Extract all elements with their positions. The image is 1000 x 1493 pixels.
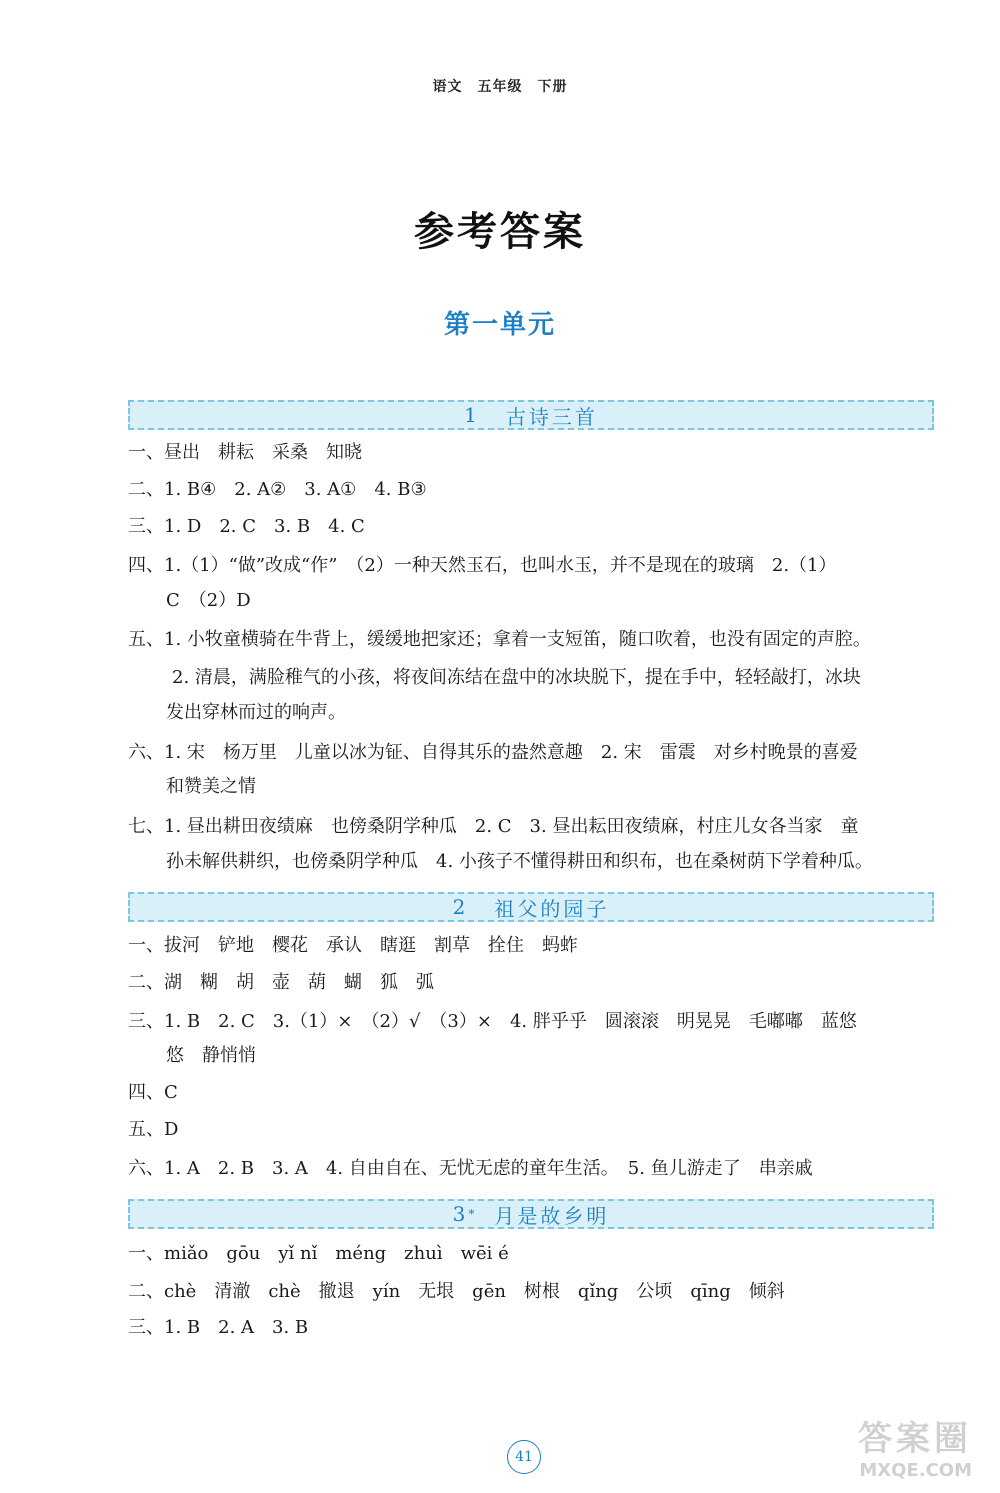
answer-line: 三、1. D 2. C 3. B 4. C [128,516,365,537]
page-title: 参考答案 [414,209,586,255]
answer-line: 和赞美之情 [166,776,256,797]
answer-line: 一、拔河 铲地 樱花 承认 瞎逛 割草 拴住 蚂蚱 [128,935,578,956]
answer-line: 五、D [128,1119,179,1140]
answer-line: 二、chè 清澈 chè 撤退 yín 无垠 gēn 树根 qǐng 公顷 qīng 倾斜 [128,1281,785,1302]
answer-line: 发出穿林而过的响声。 [166,702,346,723]
answer-line: 六、1. A 2. B 3. A 4. 自由自在、无忧无虑的童年生活。 5. 鱼儿游走了 串亲戚 [128,1158,813,1179]
watermark-text: 答案圈 [858,1419,972,1459]
answer-line: 三、1. B 2. C 3.（1）× （2）√ （3）× 4. 胖乎乎 圆滚滚 明晃晃 毛嘟嘟 蓝悠 [128,1011,857,1032]
answer-line: 七、1. 昼出耕田夜绩麻 也傍桑阴学种瓜 2. C 3. 昼出耘田夜绩麻，村庄儿女各当家 童 [128,816,859,837]
answer-line: 孙未解供耕织，也傍桑阴学种瓜 4. 小孩子不懂得耕田和织布，也在桑树荫下学着种瓜。 [166,851,873,872]
answer-line: 四、1.（1）“做”改成“作” （2）一种天然玉石，也叫水玉，并不是现在的玻璃 2.（1） [128,555,837,576]
section-number: 1 [464,403,480,427]
section-marker: * [468,1207,475,1221]
answer-line: 2. 清晨，满脸稚气的小孩，将夜间冻结在盘中的冰块脱下，提在手中，轻轻敲打，冰块 [172,667,861,688]
answer-line: 三、1. B 2. A 3. B [128,1317,309,1338]
section-number: 2 [452,895,469,919]
answer-line: 四、C [128,1082,178,1103]
section-name: 祖父的园子 [494,896,610,921]
answer-line: 二、1. B④ 2. A② 3. A① 4. B③ [128,479,427,500]
answer-line: 一、昼出 耕耘 采桑 知晓 [128,442,362,463]
section-number: 3 [452,1202,469,1226]
running-header: 语文 五年级 下册 [432,79,568,95]
answer-line: 悠 静悄悄 [166,1045,256,1066]
page-number: 41 [507,1440,541,1474]
answer-line: 五、1. 小牧童横骑在牛背上，缓缓地把家还；拿着一支短笛，随口吹着，也没有固定的声腔。 [128,629,871,650]
answer-line: 一、miǎo gōu yǐ nǐ méng zhuì wēi é [128,1243,509,1264]
watermark-logo [822,1411,972,1481]
answer-line: 二、湖 糊 胡 壶 葫 蝴 狐 弧 [128,972,434,993]
answer-line: 六、1. 宋 杨万里 儿童以冰为钲、自得其乐的盎然意趣 2. 宋 雷震 对乡村晚景的喜爱 [128,742,858,763]
answer-line: C （2）D [166,590,251,611]
watermark-url: MXQE.COM [859,1460,972,1481]
section-name: 月是故乡明 [494,1203,610,1228]
unit-title: 第一单元 [443,310,556,340]
section-heading-1 [128,400,934,430]
section-heading-3 [128,1199,934,1229]
section-name: 古诗三首 [505,404,598,429]
section-heading-2 [128,892,934,922]
